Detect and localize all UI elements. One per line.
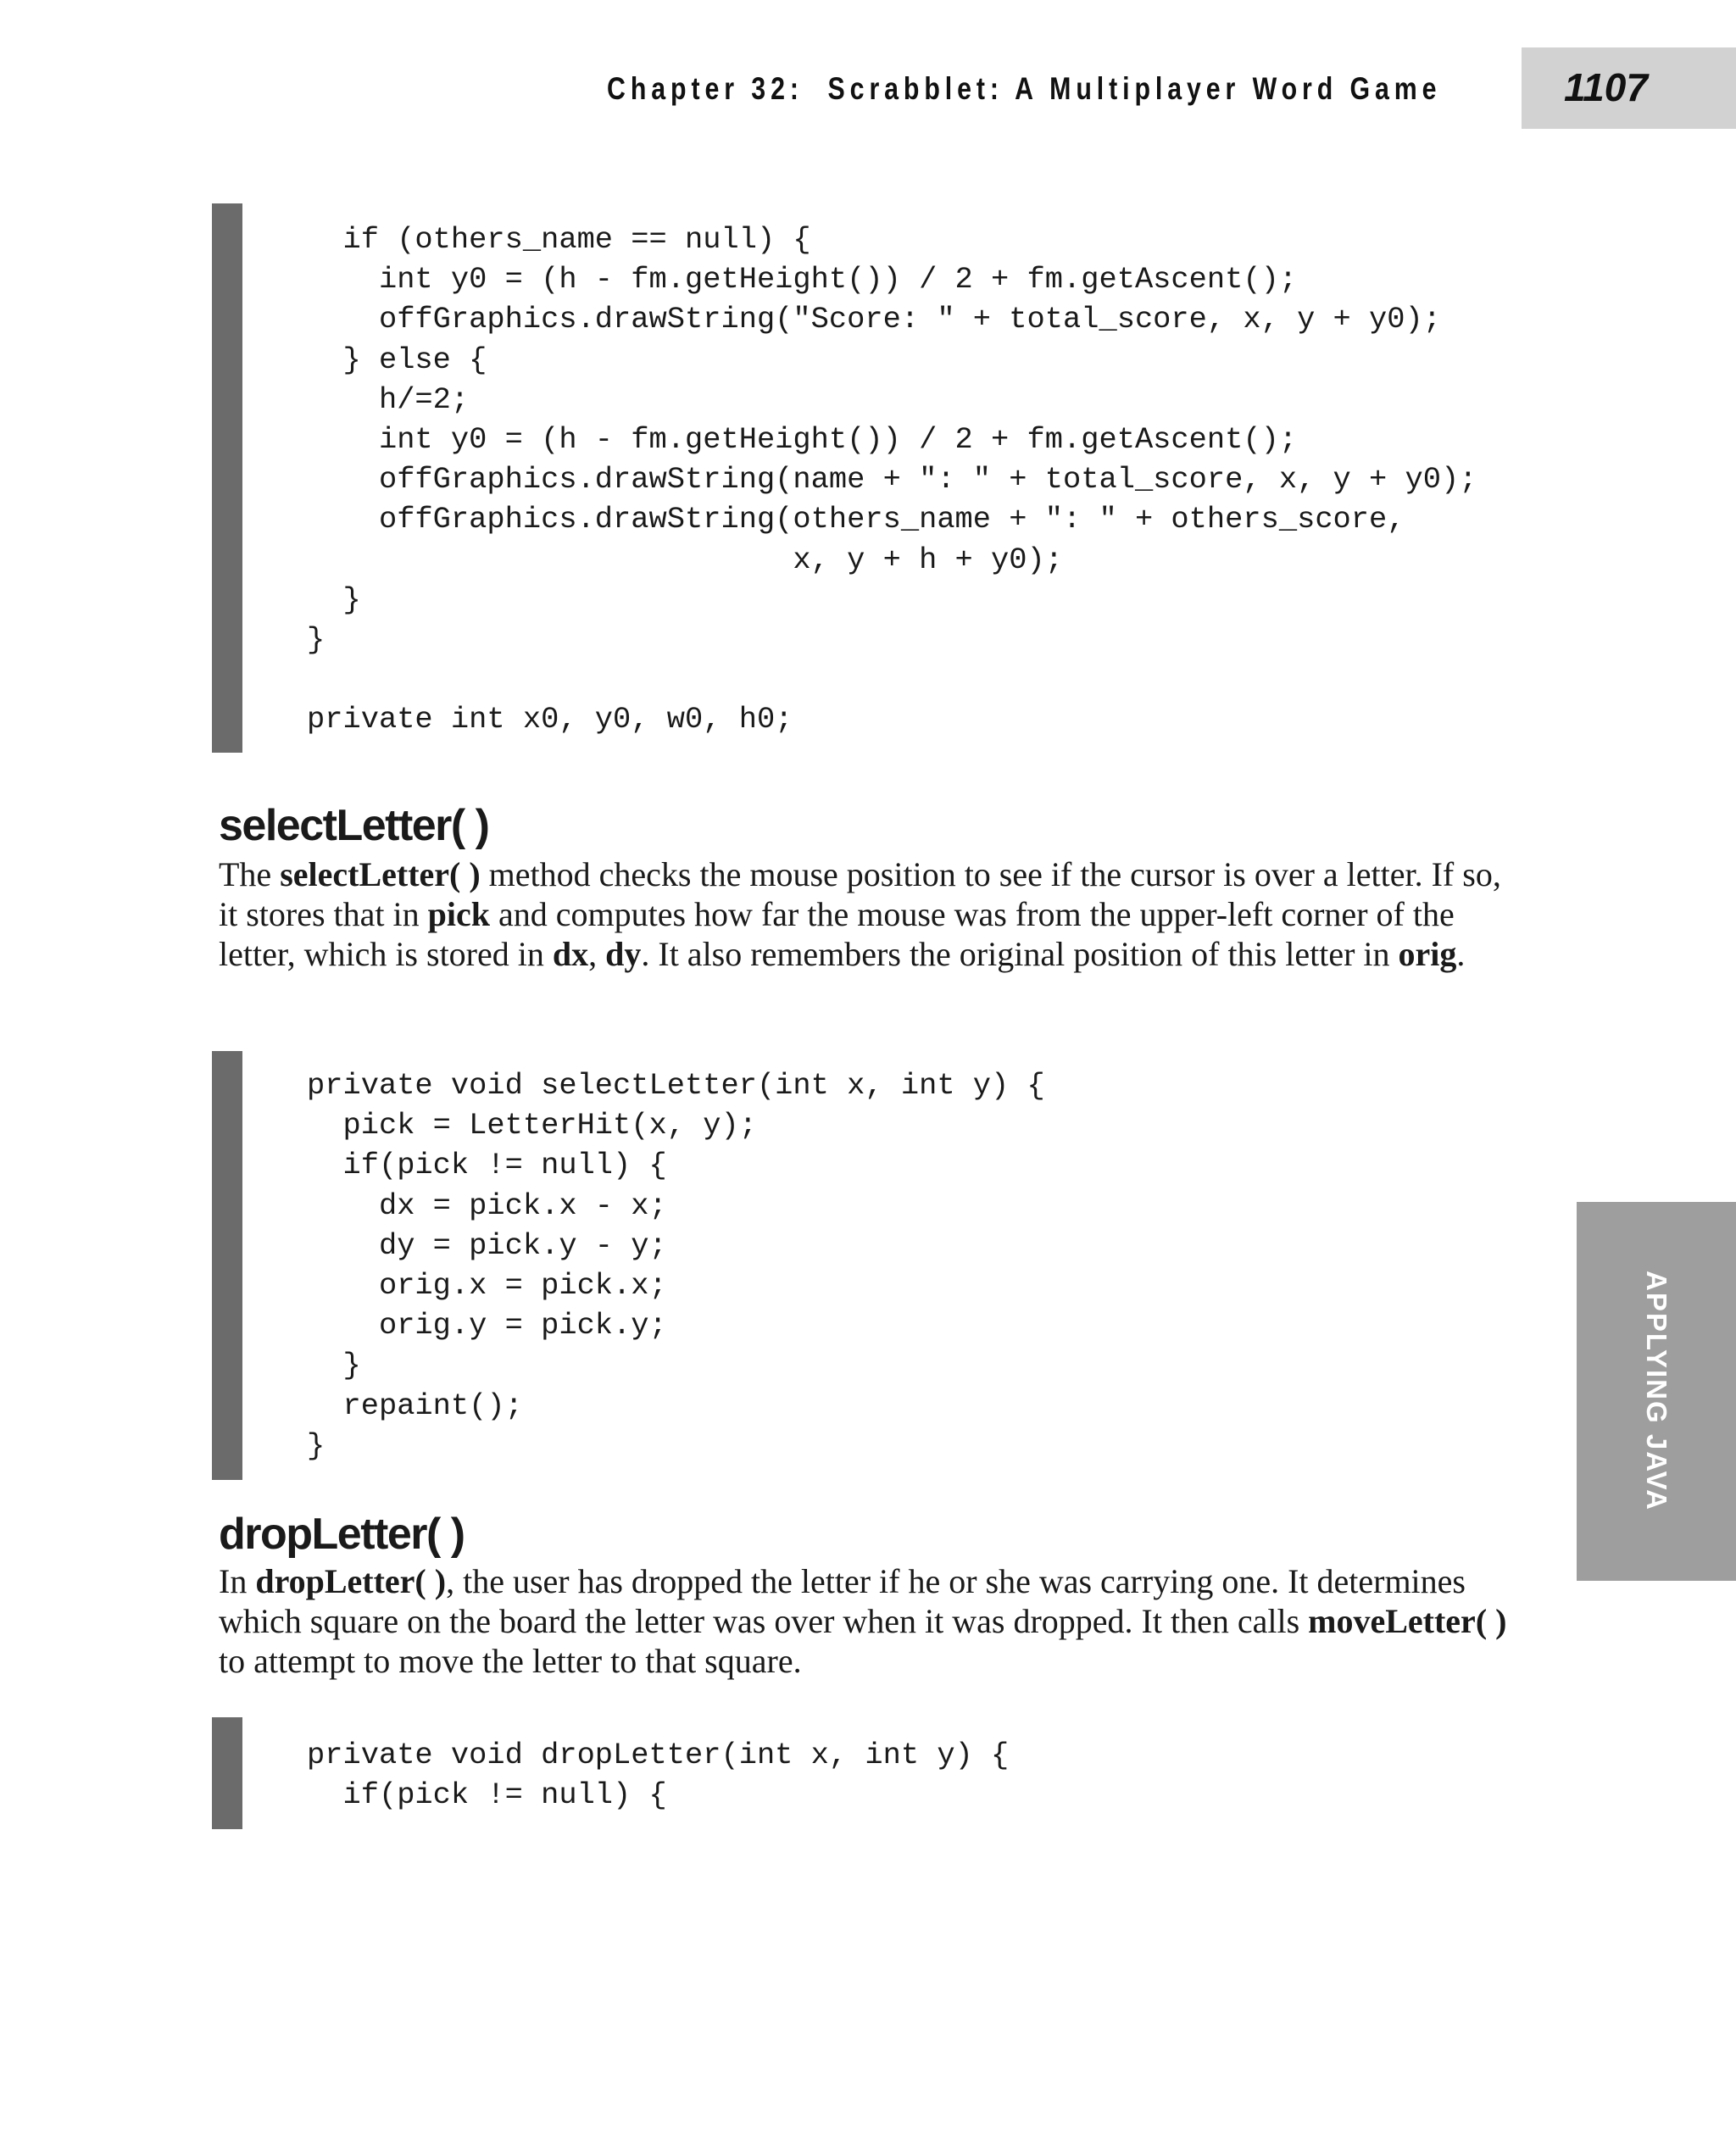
code-line: private void selectLetter(int x, int y) { xyxy=(307,1069,1045,1103)
page-number-box xyxy=(1522,47,1736,129)
code-line: repaint(); xyxy=(307,1388,523,1423)
code-listing xyxy=(307,1736,1009,1816)
code-block-bar xyxy=(212,1717,242,1829)
inline-code-term: moveLetter( ) xyxy=(1308,1602,1507,1640)
code-line: if(pick != null) { xyxy=(307,1149,667,1183)
inline-code-term: orig xyxy=(1398,935,1457,973)
code-line: dx = pick.x - x; xyxy=(307,1188,667,1223)
inline-code-term: dx xyxy=(552,935,589,973)
text-run: method checks the mouse position to see if the cursor is over a letter. If so, it stores that in xyxy=(219,855,1501,933)
code-line: x, y + h + y0); xyxy=(307,542,1063,577)
text-run: , the user has dropped the letter if he or she was carrying one. It determines which square on the board the letter was over when it was dropped. It then calls xyxy=(219,1562,1466,1640)
running-head: Chapter 32: Scrabblet: A Multiplayer Word Game xyxy=(607,71,1442,106)
side-thumb-tab xyxy=(1577,1202,1736,1581)
text-run: and computes how far the mouse was from the upper-left corner of the letter, which is stored in xyxy=(219,895,1455,973)
code-block-bar xyxy=(212,1051,242,1480)
code-line: private int x0, y0, w0, h0; xyxy=(307,703,793,737)
text-run: The xyxy=(219,855,281,893)
code-line: int y0 = (h - fm.getHeight()) / 2 + fm.getAscent(); xyxy=(307,423,1298,458)
code-block-bar xyxy=(212,203,242,753)
section-paragraph-select-letter xyxy=(219,854,1524,974)
section-heading-select-letter: selectLetter( ) xyxy=(219,801,489,850)
code-line: } xyxy=(307,623,326,658)
inline-code-term: dy xyxy=(605,935,642,973)
text-run: In xyxy=(219,1562,256,1600)
text-run: . It also remembers the original position of this letter in xyxy=(641,935,1399,973)
code-line: offGraphics.drawString("Score: " + total_score, x, y + y0); xyxy=(307,303,1441,337)
code-listing xyxy=(307,220,1477,741)
code-line: } xyxy=(307,1349,361,1383)
inline-code-term: pick xyxy=(427,895,490,933)
code-line: orig.y = pick.y; xyxy=(307,1309,667,1343)
code-line: } xyxy=(307,582,361,617)
code-line: dy = pick.y - y; xyxy=(307,1228,667,1263)
code-line: } else { xyxy=(307,342,487,377)
text-run: , xyxy=(588,935,606,973)
code-line: pick = LetterHit(x, y); xyxy=(307,1109,757,1143)
code-line: if (others_name == null) { xyxy=(307,223,811,257)
code-line: offGraphics.drawString(name + ": " + total_score, x, y + y0); xyxy=(307,463,1477,498)
side-tab-label: APPLYING JAVA xyxy=(1641,1271,1672,1511)
code-line: orig.x = pick.x; xyxy=(307,1269,667,1304)
section-paragraph-drop-letter xyxy=(219,1561,1524,1681)
section-heading-drop-letter: dropLetter( ) xyxy=(219,1510,465,1559)
page-number: 1107 xyxy=(1564,65,1648,109)
code-line: h/=2; xyxy=(307,382,470,417)
inline-code-term: selectLetter( ) xyxy=(280,855,481,893)
code-listing xyxy=(307,1066,1045,1466)
code-line: offGraphics.drawString(others_name + ": " + others_score, xyxy=(307,503,1405,537)
code-line: int y0 = (h - fm.getHeight()) / 2 + fm.getAscent(); xyxy=(307,263,1298,298)
text-run: . xyxy=(1456,935,1466,973)
text-run: to attempt to move the letter to that square. xyxy=(219,1642,802,1680)
code-line: } xyxy=(307,1428,326,1463)
code-line: private void dropLetter(int x, int y) { xyxy=(307,1738,1010,1772)
inline-code-term: dropLetter( ) xyxy=(255,1562,447,1600)
code-line: if(pick != null) { xyxy=(307,1778,667,1813)
